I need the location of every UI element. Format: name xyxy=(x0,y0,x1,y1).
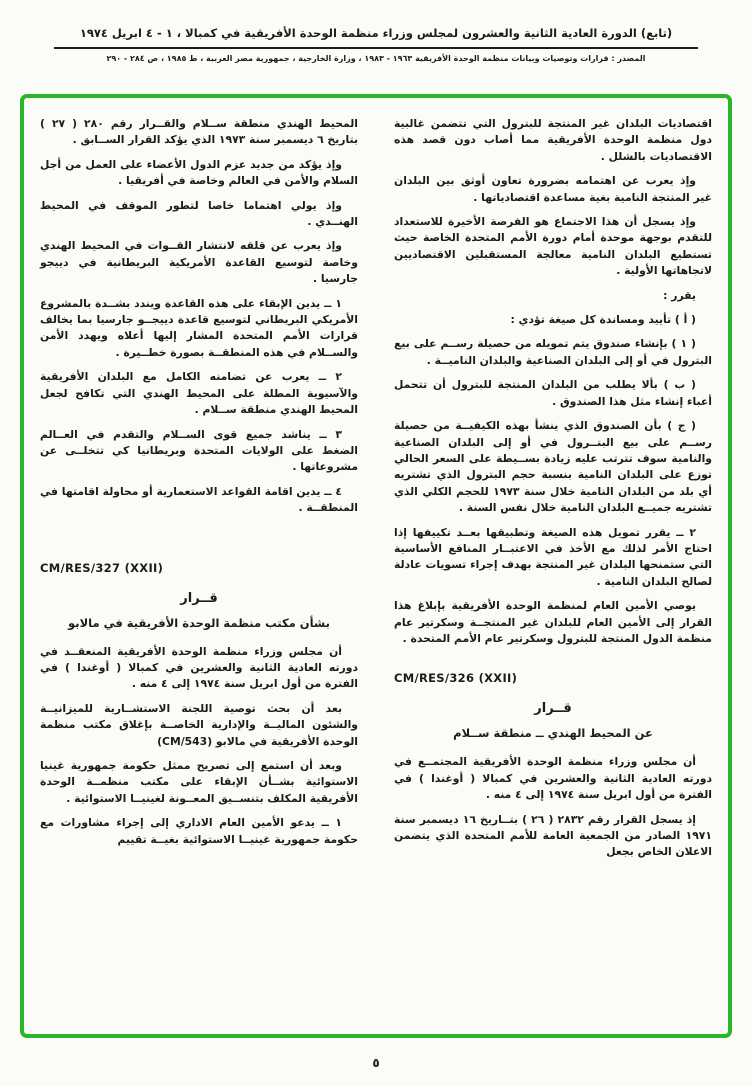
decree-heading: يقرر : xyxy=(663,288,696,302)
resolution-subtitle: بشأن مكتب منظمة الوحدة الأفريقية في مالابو xyxy=(68,615,330,630)
paragraph: وإذ يعرب عن قلقه لانتشار القــوات في المحيط الهندي وخاصة لتوسيع القاعدة الأمريكية البريطانية في دييجو جارسيا . xyxy=(40,239,358,286)
list-item: ( ب ) بألا يطلب من البلدان المنتجة للبترول أن تتحمل أعباء إنشاء مثل هذا الصندوق . xyxy=(394,378,712,408)
paragraph: وإذ يسجل أن هذا الاجتماع هو الفرصة الأخيرة للاستعداد للتقدم بوجهة موحدة أمام دورة الأمم المتحدة الخاصة حيث تستطيع البلدان النامية معالجة المستقبلين الاقتصاديين لاتجاهاتها الأولية . xyxy=(394,215,712,278)
header-divider xyxy=(54,47,698,49)
paragraph: المحيط الهندي منطقة ســلام والقــرار رقم ٢٨٠ ( ٢٧ ) بتاريخ ٦ ديسمبر سنة ١٩٧٣ الذي يؤكد القرار الســابق . xyxy=(40,117,358,147)
list-item: ( ج ) بأن الصندوق الذي ينشأ بهذه الكيفيــة من حصيلة رســم على بيع البتــرول في أو إلى البلدان الصناعية والنامية سوف تترتب عليه زيادة بســيطة على السعر الحالي توزع على البلدان النامية بنسبة حجم البترول الذي تشتريه أي بلد من البلدان النامية خلال سنة ١٩٧٣ للحجم الكلي الذي تشتريه جميــع البلدان النامية خلال نفس السنة . xyxy=(394,419,712,515)
resolution-code: CM/RES/326 (XXII) xyxy=(394,671,518,686)
list-item: ٣ ــ يناشد جميع قوى الســلام والتقدم في العــالم الضغط على الولايات المتحدة وبريطانيا كي تتخلــى عن مشروعاتها . xyxy=(40,427,358,474)
list-item: ٢ ــ يعرب عن تضامنه الكامل مع البلدان الأفريقية والآسيوية المطلة على المحيط الهندي التي تكافح لجعل المحيط الهندي منطقة ســلام . xyxy=(40,370,358,417)
document-title: (تابع) الدورة العادية الثانية والعشرون لمجلس وزراء منظمة الوحدة الأفريقية في كمبالا ، ١ - ٤ ابريل ١٩٧٤ xyxy=(79,26,673,40)
two-column-layout xyxy=(40,116,712,1024)
list-item: ( ١ ) بإنشاء صندوق يتم تمويله من حصيلة رســم على بيع البترول في أو إلى البلدان الصناعية والبلدان الناميــة . xyxy=(394,337,712,367)
paragraph: أن مجلس وزراء منظمة الوحدة الأفريقية المنعقــد في دورته العادية الثانية والعشرين في كمبالا ( أوغندا ) في الفترة من أول ابريل سنة ١٩٧٤ إلى ٤ منه . xyxy=(40,644,358,691)
paragraph: يوصي الأمين العام لمنظمة الوحدة الأفريقية بإبلاغ هذا القرار إلى الأمين العام للبلدان غير المنتجــة وسكرتير عام منظمة الدول المنتجة للبترول وسكرتير عام الأمم المتحدة . xyxy=(394,599,712,645)
paragraph: بعد أن بحث توصية اللجنة الاستشــارية للميزانيــة والشئون الماليــة والإدارية الخاصــة بإغلاق مكتب منظمة الوحدة الأفريقية في مالابو (CM/543) xyxy=(40,701,358,748)
resolution-title: قــرار xyxy=(180,590,218,606)
paragraph: أن مجلس وزراء منظمة الوحدة الأفريقية المجتمــع في دورته العادية الثانية والعشرين في كمبالا ( أوغندا ) في الفترة من أول ابريل سنة ١٩٧٤ إلى ٤ منه . xyxy=(394,755,712,802)
source-line: المصدر : قرارات وتوصيات وبيانات منظمة الوحدة الأفريقية ١٩٦٣ - ١٩٨٣ ، وزارة الخارجية ، جمهورية مصر العربية ، ط ١٩٨٥ ، ص ٢٨٤ - ٢٩٠ xyxy=(106,54,646,63)
paragraph: ٢ ــ يقرر تمويل هذه الصيغة وتطبيقها بعــد تكييفها إذا احتاج الأمر لذلك مع الأخذ في الاعتبــار المنافع الأساسية التي ستمنحها البلدان غير المنتجة بهدف إجراء تسويات عادلة لصالح البلدان النامية . xyxy=(394,525,712,588)
paragraph: وإذ يولي اهتماما خاصا لتطور الموقف في المحيط الهنــدي . xyxy=(40,198,358,229)
paragraph: اقتصاديات البلدان غير المنتجة للبترول التي تتضمن غالبية دول منظمة الوحدة الأفريقية مما أصاب دون قصد هذه الاقتصاديات بالشلل . xyxy=(394,117,712,163)
paragraph: وبعد أن استمع إلى تصريح ممثل حكومة جمهورية غينيا الاستوائية بشــأن الإبقاء على مكتب منظمــة الوحدة الأفريقية المكلف بتنســيق المعــونة لغينيــا الاستوائية . xyxy=(40,758,358,805)
list-item: ١ ــ يدعو الأمين العام الاداري إلى إجراء مشاورات مع حكومة جمهورية غينيــا الاستوائية بغيــة تقييم xyxy=(40,816,358,846)
paragraph: إذ يسجل القرار رقم ٢٨٣٢ ( ٢٦ ) بتــاريخ ١٦ ديسمبر سنة ١٩٧١ الصادر من الجمعية العامة للأمم المتحدة الذي يتضمن الاعلان الخاص بجعل xyxy=(394,812,712,859)
resolution-code: CM/RES/327 (XXII) xyxy=(40,560,164,575)
column-right xyxy=(394,116,712,1024)
column-left xyxy=(40,116,358,1024)
resolution-title: قــرار xyxy=(534,701,572,717)
content-frame xyxy=(20,94,732,1038)
list-item: ١ ــ يدين الإبقاء على هذه القاعدة ويندد بشــدة بالمشروع الأمريكي البريطاني لتوسيع قاعدة دييجــو جارسيا بما يخالف قرارات الأمم المتحدة المشار إليها أعلاه ويهدد الأمن والســلام في هذه المنطقــة بصورة خطــيرة . xyxy=(40,296,358,359)
list-item: ( أ ) تأييد ومساندة كل صيغة تؤدي : xyxy=(510,313,696,327)
list-item: ٤ ــ يدين اقامة القواعد الاستعمارية أو محاولة اقامتها في المنطقــة . xyxy=(40,484,358,515)
paragraph: وإذ يعرب عن اهتمامه بضرورة تعاون أوثق بين البلدان غير المنتجة النامية بغية مساعدة اقتصادياتها . xyxy=(394,174,712,204)
page-number: ٥ xyxy=(372,1056,380,1070)
document-header xyxy=(0,0,752,63)
resolution-subtitle: عن المحيط الهندي ــ منطقة ســلام xyxy=(453,726,653,741)
paragraph: وإذ يؤكد من جديد عزم الدول الأعضاء على العمل من أجل السلام والأمن في العالم وخاصة في أفريقيا . xyxy=(40,157,358,188)
